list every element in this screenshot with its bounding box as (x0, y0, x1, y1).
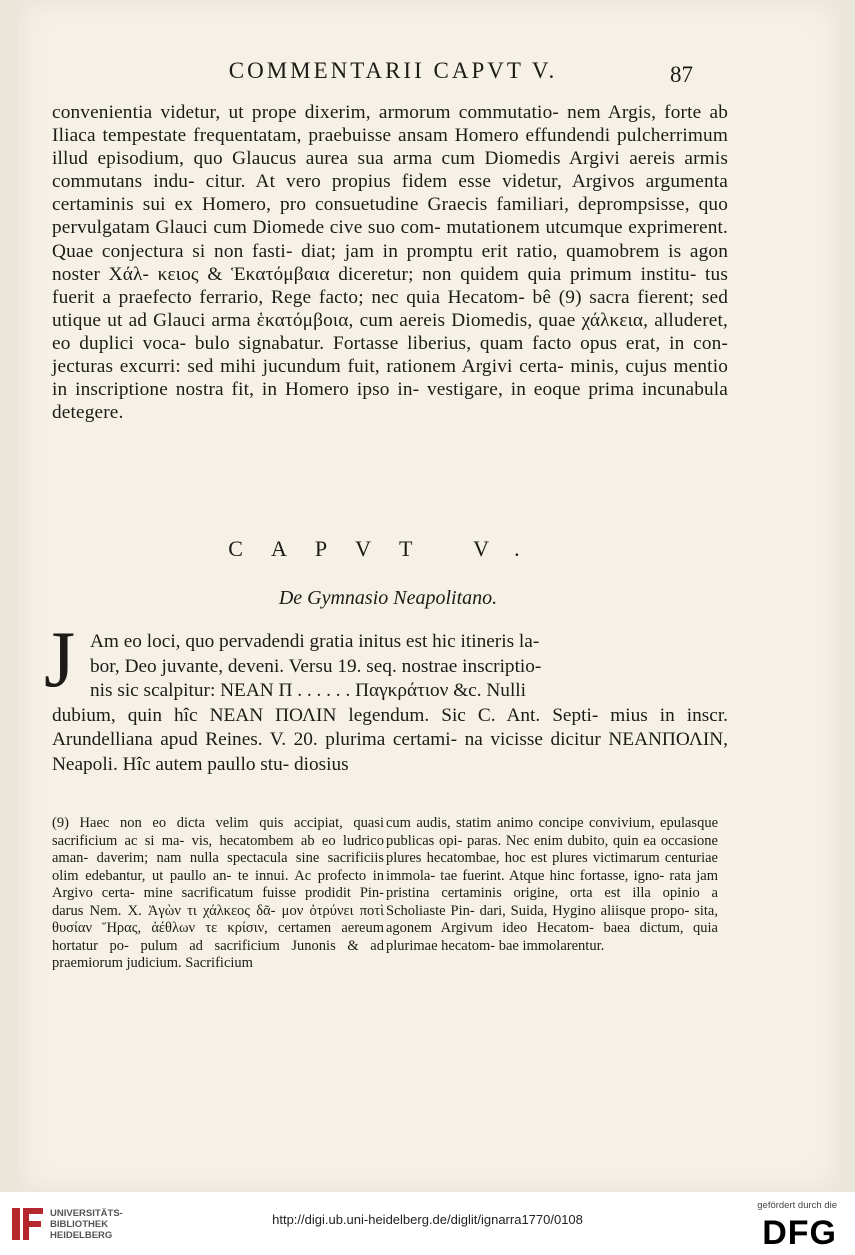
footnote-left-column: (9) Haec non eo dicta velim quis accipiat, quasi sacrificium ac si ma- vis, hecatombem ab eo ludrico aman- daverim; nam nulla spectacula sine sacrificiis olim edebantur, ut paullo an- te innui. Ac profecto in Argivo certa- mine sacrificatum fuisse prodidit Pin- darus Nem. X. Ἀγὼν τι χάλκεος δᾶ- μον ὀτρύνει ποτὶ θυσίαν Ἥρας, ἀέθλων τε κρίσιν, certamen aereum hortatur po- pulum ad sacrificium Junonis & ad praemiorum judicium. Sacrificium (52, 815, 384, 971)
drop-cap: J (44, 616, 76, 704)
library-name-line-1: UNIVERSITÄTS- (50, 1208, 123, 1219)
main-paragraph: convenientia videtur, ut prope dixerim, armorum commutatio- nem Argis, forte ab Iliaca tempestate frequentatam, praebuisse ansam Homero effundendi pulcherrimum illud episodium, quo Glaucus aurea sua arma cum Diomedis Argivi aereis armis commutans indu- citur. At vero propius fidem esse videtur, Argivos argumenta certaminis sui ex Homero, pro consuetudine Graecis familiari, deprompsisse, quo pervulgatam Glauci cum Diomede cive suo com- mutationem utcumque exprimerent. Quae conjectura si non fasti- diat; jam in promptu erit ratio, quamobrem is agon noster Χάλ- κειος & Ἑκατόμβαια diceretur; non quidem quia primum institu- tus fuerit a praefecto ferrario, Rege facto; nec quia Hecatom- bê (9) sacra fierent; sed utique ut ad Glauci arma ἑκατόμβοια, cum aereis Diomedis, quae χάλκεια, alluderet, eo duplici voca- bulo signabatur. Fortasse liberius, quam facto opus erat, in con- jecturas excurri: sed mihi jucundum fuit, rationem Argivi certa- minis, cujus mentio in inscriptione nostra fit, in Homero ipso in- vestigare, in eoque prima incunabula detegere. (52, 102, 728, 424)
second-paragraph-rest: dubium, quin hîc ΝΕΑΝ ΠΟΛΙΝ legendum. Sic C. Ant. Septi- mius in inscr. Arundelliana apud Reines. V. 20. plurima certami- na vicisse dicitur ΝΕΑΝΠΟΛΙΝ, Neapoli. Hîc autem paullo stu- diosius (52, 704, 728, 775)
library-name-line-2: BIBLIOTHEK (50, 1219, 109, 1230)
second-paragraph-line-2: bor, Deo juvante, deveni. Versu 19. seq. nostrae inscriptio- (90, 655, 542, 677)
second-paragraph-line-1: Am eo loci, quo pervadendi gratia initus est hic itineris la- (90, 631, 540, 652)
running-title: COMMENTARII CAPVT V. (228, 58, 558, 83)
footnote-right-column: cum audis, statim animo concipe convivium, epulasque publicas opi- paras. Nec enim dubito, quin ea occasione plures hecatombae, hoc est plures victimarum centuriae immola- tae fuerint. Atque hinc fortasse, igno- rata jam pristina certaminis origine, orta est illa opinio a Scholiaste Pin- dari, Suida, Hygino aliisque propo- sita, agonem Argivum ideo Hecatom- baea dictum, quia plurimae hecatom- bae immolarentur. (386, 815, 718, 954)
library-name-line-3: HEIDELBERG (50, 1230, 113, 1241)
second-paragraph-line-3: nis sic scalpitur: ΝΕΑΝ Π . . . . . . Παγκράτιον &c. Nulli (90, 680, 527, 701)
chapter-subtitle: De Gymnasio Neapolitano. (278, 587, 498, 609)
dfg-logo: DFG (762, 1214, 837, 1252)
page-url[interactable]: http://digi.ub.uni-heidelberg.de/diglit/ignarra1770/0108 (272, 1212, 583, 1227)
funding-caption: gefördert durch die (757, 1200, 837, 1211)
page-number: 87 (670, 62, 693, 87)
book-page (18, 0, 840, 1192)
second-paragraph (52, 630, 728, 777)
chapter-heading: CAPVT V. (228, 536, 548, 561)
viewer-footer (0, 1192, 855, 1255)
